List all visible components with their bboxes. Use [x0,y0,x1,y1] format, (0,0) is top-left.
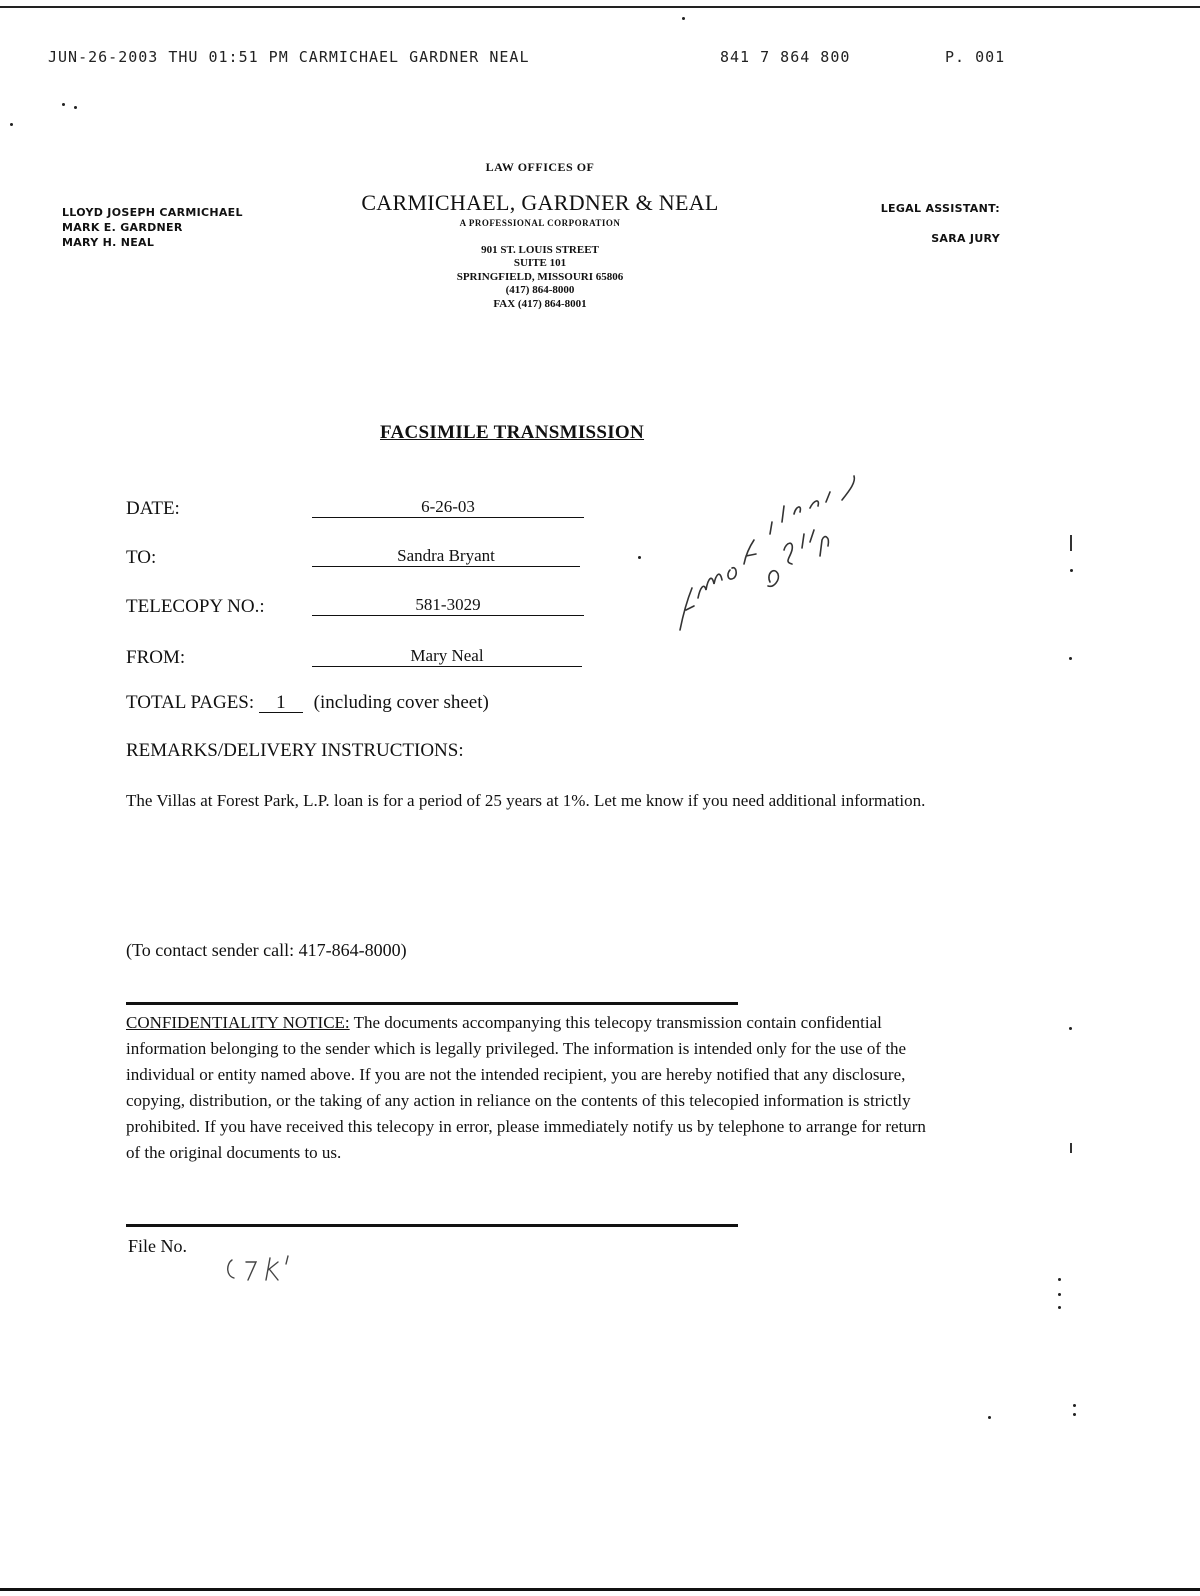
divider-line [126,1224,738,1227]
confidentiality-text: The documents accompanying this telecopy transmission contain confidential information belonging to the sender which is legally privileged. The information is intended only for the use of the individual or entity named above. If you are not the intended recipient, you are hereby notified that any disclosure, copying, distribution, or the taking of any action in reliance on the contents of this telecopied information is strictly prohibited. If you have received this telecopy in error, please immediately notify us by telephone to arrange for return of the original documents to us. [126,1013,926,1162]
total-pages-value: 1 [259,694,303,713]
scan-speck [1058,1306,1061,1309]
law-offices-of: LAW OFFICES OF [485,160,595,174]
total-pages-suffix: (including cover sheet) [313,692,489,713]
scan-speck [1069,1027,1072,1030]
document-title: FACSIMILE TRANSMISSION [380,422,645,443]
total-pages-label: TOTAL PAGES: [126,692,255,713]
scan-speck [10,123,13,126]
confidentiality-notice [126,1010,936,1166]
top-border-line [0,6,1200,8]
scan-mark [1070,535,1072,551]
file-no-label: File No. [128,1236,188,1256]
attorney-name: MARY H. NEAL [62,236,155,249]
scan-speck [638,556,641,559]
contact-line: (To contact sender call: 417-864-8000) [126,940,407,960]
remarks-text: The Villas at Forest Park, L.P. loan is for a period of 25 years at 1%. Let me know if you need additional information. [126,791,926,810]
legal-assistant-label: LEGAL ASSISTANT: [880,202,1000,215]
date-value: 6-26-03 [312,497,584,518]
scan-speck [1073,1404,1076,1407]
fax-header-page: P. 001 [945,48,1006,66]
date-label: DATE: [126,498,180,519]
address-line: FAX (417) 864-8001 [493,297,587,310]
divider-line [126,1002,738,1005]
firm-address [300,244,780,311]
scan-speck [1073,1413,1076,1416]
telecopy-label: TELECOPY NO.: [126,596,265,617]
firm-name: CARMICHAEL, GARDNER & NEAL [361,190,719,215]
attorney-name: LLOYD JOSEPH CARMICHAEL [62,206,243,219]
confidentiality-heading: CONFIDENTIALITY NOTICE: [126,1013,350,1032]
firm-corporation: A PROFESSIONAL CORPORATION [459,218,621,228]
address-line: 901 ST. LOUIS STREET [481,244,599,256]
attorney-list [62,205,243,250]
from-value: Mary Neal [312,646,582,667]
scan-speck [988,1416,991,1419]
scan-speck [1070,569,1073,572]
telecopy-value: 581-3029 [312,595,584,616]
scan-speck [62,103,65,106]
bottom-border-line [0,1588,1200,1591]
fax-header-number: 841 7 864 800 [720,48,851,66]
address-line: (417) 864-8000 [505,284,575,297]
address-line: SUITE 101 [513,257,567,270]
from-label: FROM: [126,647,186,668]
to-label: TO: [126,547,157,568]
address-line: SPRINGFIELD, MISSOURI 65806 [456,270,624,283]
scan-speck [1058,1278,1061,1281]
scan-mark [1070,1143,1072,1153]
to-value: Sandra Bryant [312,546,580,567]
scan-speck [1069,657,1072,660]
scan-speck [682,17,685,20]
scan-speck [1058,1293,1061,1296]
scan-speck [74,106,77,109]
remarks-label: REMARKS/DELIVERY INSTRUCTIONS: [126,740,464,761]
handwritten-file-number [222,1252,302,1286]
attorney-name: MARK E. GARDNER [62,221,183,234]
total-pages-row [126,692,489,714]
fax-header-left: JUN-26-2003 THU 01:51 PM CARMICHAEL GARDNER NEAL [48,48,530,66]
handwritten-margin-note [670,470,880,640]
legal-assistant-name: SARA JURY [931,232,1000,245]
